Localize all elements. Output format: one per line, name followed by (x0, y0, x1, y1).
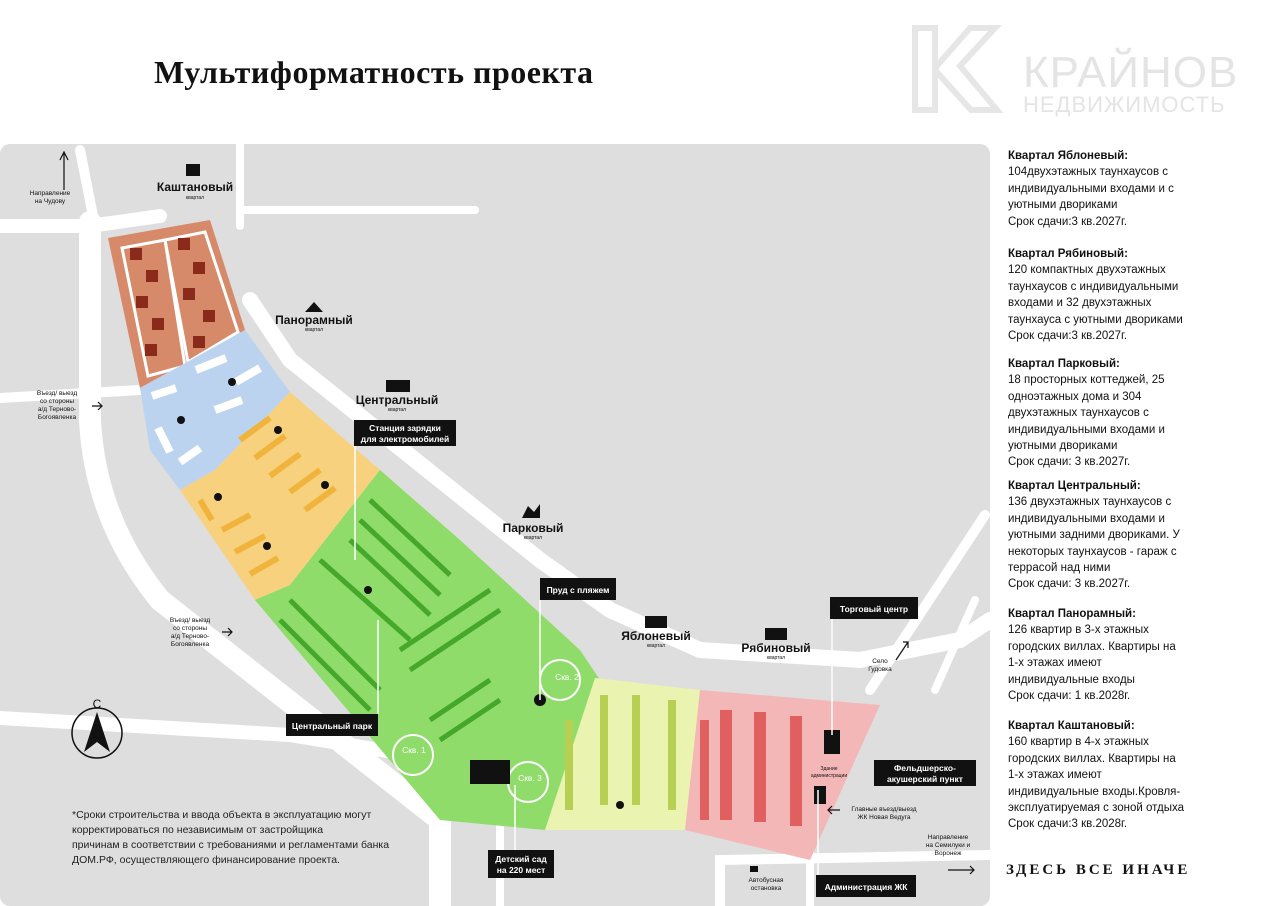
quarter-info-line: двухэтажных таунхаусов с (1008, 407, 1149, 420)
callout-administration-label: Администрация ЖК (824, 882, 908, 892)
quarter-info-line: 126 квартир в 3-х этажных (1008, 624, 1149, 637)
quarter-sub-centralny: квартал (387, 407, 407, 413)
quarter-sub-kashtanovy: квартал (185, 195, 205, 201)
quarter-info-line: входами и 32 двухэтажных (1008, 297, 1152, 310)
semiluki-line3: Воронеж (934, 850, 962, 857)
admin-building-line1: Здание (820, 766, 838, 772)
callout-charging-line1: Станция зарядки (369, 423, 441, 433)
quarter-info-line: Срок сдачи:3 кв.2028г. (1008, 818, 1128, 831)
quarter-info-line: эксплуатируемая с зоной отдыха (1008, 802, 1185, 815)
quarter-info-line: таунхауса с уютными двориками (1008, 313, 1183, 326)
entry2-line4: Богоявленка (170, 641, 210, 648)
callout-kindergarten-line2: на 220 мест (496, 865, 546, 875)
quarter-info-line: уютными задними двориками. У (1008, 529, 1180, 542)
quarter-info-line: индивидуальными входами и (1008, 512, 1165, 525)
quarter-info-line: одноэтажных дома и 304 (1008, 390, 1142, 403)
quarter-info-line: Срок сдачи: 1 кв.2028г. (1008, 690, 1131, 703)
callout-charging-line2: для электромобилей (360, 434, 450, 444)
square-label-2: Скв. 2 (555, 672, 579, 682)
centralny-building-icon (386, 380, 410, 392)
quarter-sub-ryabinovy: квартал (766, 655, 786, 661)
page-title: Мультиформатность проекта (154, 54, 594, 90)
quarter-info-centralny (1008, 478, 1208, 593)
quarter-label-parkovy: Парковый (502, 521, 564, 535)
quarter-label-centralny: Центральный (355, 393, 439, 407)
quarter-info-heading: Квартал Яблоневый: (1008, 150, 1129, 162)
callout-pond-label: Пруд с пляжем (546, 585, 610, 595)
quarter-info-line: 160 квартир в 4-х этажных (1008, 736, 1149, 749)
yablonevy-house-icon (645, 616, 667, 628)
quarter-info-line: 18 просторных коттеджей, 25 (1008, 374, 1165, 387)
quarter-info-line: городских виллах. Квартиры на (1008, 752, 1176, 765)
entry1-line3: а/д Терново- (37, 406, 77, 413)
quarter-info-line: 104двухэтажных таунхаусов с (1008, 166, 1169, 179)
footnote-line: *Сроки строительства и ввода объекта в эксплуатацию могут (72, 809, 372, 821)
site-map (0, 144, 990, 906)
quarter-info-line: уютными двориками (1008, 199, 1118, 212)
callout-central-park-label: Центральный парк (291, 721, 373, 731)
kashtanovy-building-icon (186, 164, 200, 176)
slogan: ЗДЕСЬ ВСЕ ИНАЧЕ (1006, 862, 1191, 878)
semiluki-line1: Направление (927, 834, 969, 841)
quarter-info-heading: Квартал Каштановый: (1008, 720, 1135, 732)
brand-subtitle: НЕДВИЖИМОСТЬ (1023, 92, 1226, 117)
quarter-info-yablonevy (1008, 148, 1208, 230)
quarter-info-line: 120 компактных двухэтажных (1008, 264, 1166, 277)
entry2-line3: а/д Терново- (170, 633, 210, 640)
quarter-info-line: уютными двориками (1008, 440, 1118, 453)
direction-chudovo-line1: Направление (29, 190, 71, 197)
footnote-line: корректироваться по независимым от застройщика (72, 824, 324, 836)
quarter-info-heading: Квартал Центральный: (1008, 480, 1141, 492)
quarter-label-yablonevy: Яблоневый (621, 629, 691, 643)
brand-name: КРАЙНОВ (1023, 48, 1239, 97)
quarter-info-line: Срок сдачи: 3 кв.2027г. (1008, 456, 1131, 469)
entry1-line1: Въезд/ выезд (36, 390, 78, 397)
brand-logo (905, 18, 1265, 128)
construction-footnote (72, 808, 432, 868)
entry1-line4: Богоявленка (37, 414, 77, 421)
quarter-info-line: 1-х этажах имеют (1008, 769, 1102, 782)
footnote-line: ДОМ.РФ, осуществляющего финансирование проекта. (72, 854, 340, 866)
quarter-info-line: некоторых таунхаусов - гараж с (1008, 545, 1177, 558)
square-label-1: Скв. 1 (402, 745, 426, 755)
quarter-info-line: таунхаусов с индивидуальными (1008, 280, 1179, 293)
quarter-info-line: 1-х этажах имеют (1008, 657, 1102, 670)
quarter-info-line: индивидуальными входами и с (1008, 182, 1174, 195)
footnote-line: причинам в соответствии с требованиями и регламентами банка (72, 839, 390, 851)
callout-mall-label: Торговый центр (839, 604, 909, 614)
semiluki-line2: на Семилуки и (925, 842, 971, 849)
quarter-info-line: индивидуальные входы.Кровля- (1008, 785, 1181, 798)
bus-line2: остановка (750, 885, 782, 892)
callout-kindergarten-line1: Детский сад (495, 854, 547, 864)
callout-medical-line2: акушерский пункт (887, 774, 963, 784)
ryabinovy-house-icon (765, 628, 787, 640)
quarter-info-kashtanovy (1008, 718, 1208, 833)
quarter-info-line: Срок сдачи:3 кв.2027г. (1008, 215, 1128, 228)
quarter-info-line: индивидуальными входами и (1008, 423, 1165, 436)
quarter-info-line: террасой над ними (1008, 562, 1111, 575)
quarter-info-line: Срок сдачи: 3 кв.2027г. (1008, 578, 1131, 591)
entry2-line2: со стороны (172, 625, 208, 632)
quarter-sub-parkovy: квартал (523, 535, 543, 541)
bus-stop-icon (750, 866, 758, 872)
compass-north-label: С (92, 697, 102, 711)
quarter-info-line: индивидуальные входы (1008, 673, 1135, 686)
quarter-info-heading: Квартал Рябиновый: (1008, 248, 1128, 260)
main-entry-line2: ЖК Новая Ведуга (857, 814, 911, 821)
callout-medical-post (874, 760, 976, 786)
logo-k-icon (905, 18, 1005, 118)
bus-line1: Автобусная (748, 877, 784, 884)
quarter-info-line: городских виллах. Квартиры на (1008, 640, 1176, 653)
quarter-info-parkovy (1008, 356, 1208, 471)
quarter-sub-yablonevy: квартал (646, 643, 666, 649)
quarter-sub-panoramny: квартал (304, 327, 324, 333)
entry1-line2: со стороны (39, 398, 75, 405)
quarter-label-panoramny: Панорамный (275, 313, 353, 327)
gudovka-line1: Село (872, 658, 888, 665)
square-label-3: Скв. 3 (518, 773, 542, 783)
quarter-info-ryabinovy (1008, 246, 1208, 344)
direction-chudovo-line2: на Чудову (34, 198, 66, 205)
quarter-info-panoramny (1008, 606, 1208, 704)
quarter-info-heading: Квартал Парковый: (1008, 358, 1120, 370)
quarter-label-ryabinovy: Рябиновый (741, 641, 811, 655)
admin-building-line2: администрации (810, 773, 848, 779)
gudovka-line2: Гудовка (868, 666, 892, 673)
main-entry-line1: Главные въезд/выезд (851, 806, 917, 813)
quarter-info-heading: Квартал Панорамный: (1008, 608, 1136, 620)
quarter-label-kashtanovy: Каштановый (156, 180, 234, 194)
quarter-info-line: 136 двухэтажных таунхаусов с (1008, 496, 1172, 509)
quarter-info-line: Срок сдачи:3 кв.2027г. (1008, 330, 1128, 343)
entry2-line1: Въезд/ выезд (169, 617, 211, 624)
callout-medical-line1: Фельдшерско- (894, 763, 956, 773)
